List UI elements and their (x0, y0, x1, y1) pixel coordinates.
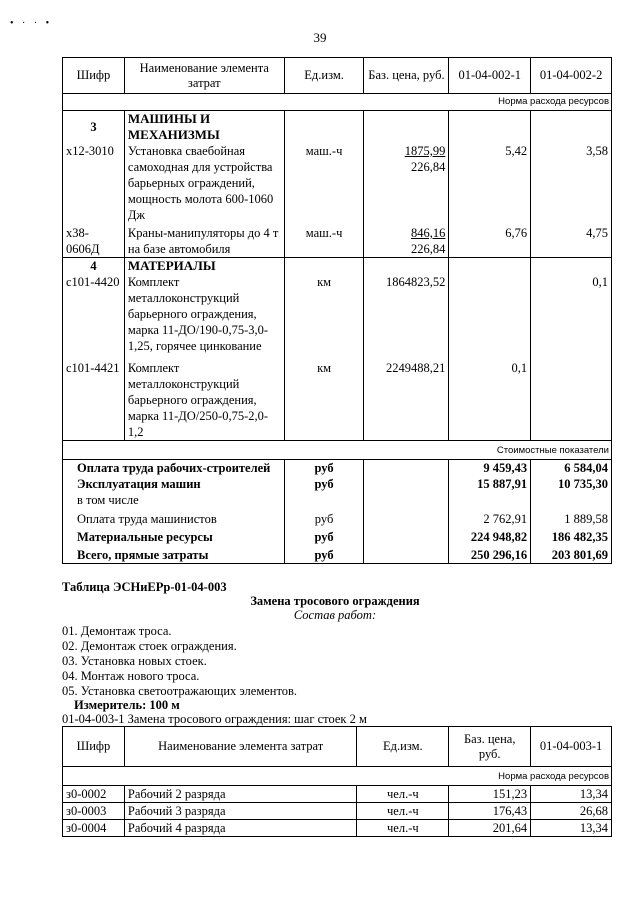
cost-value-2 (531, 492, 612, 508)
row-code: с101-4420 (63, 274, 125, 354)
row-price: 846,16 226,84 (364, 223, 449, 258)
header-col1: 01-04-002-1 (449, 58, 531, 94)
row-unit: маш.-ч (284, 143, 364, 223)
cost-unit: руб (284, 476, 364, 492)
row-value-1: 13,34 (531, 786, 612, 803)
row-price: 176,43 (449, 803, 531, 820)
table-row (63, 803, 612, 820)
row-unit: маш.-ч (284, 223, 364, 258)
row-code: з0-0003 (63, 803, 125, 820)
section-number: 4 (63, 258, 125, 275)
row-name: Комплект металлоконструкций барьерного ограждения, марка 11-ДО/190-0,75-3,0-1,25, горячее цинкование (124, 274, 284, 354)
row-name: Рабочий 3 разряда (124, 803, 357, 820)
table-header-row (63, 727, 612, 767)
header-unit: Ед.изм. (284, 58, 364, 94)
list-item: 05. Установка светоотражающих элементов. (62, 684, 298, 698)
header-code: Шифр (63, 58, 125, 94)
norm-row (63, 767, 612, 786)
cost-row (63, 508, 612, 527)
cost-row (63, 492, 612, 508)
table-row (63, 820, 612, 837)
header-col1: 01-04-003-1 (531, 727, 612, 767)
row-value-1: 13,34 (531, 820, 612, 837)
cost-value-2: 10 735,30 (531, 476, 612, 492)
row-code: з0-0002 (63, 786, 125, 803)
header-code: Шифр (63, 727, 125, 767)
header-price: Баз. цена, руб. (364, 58, 449, 94)
row-name: Рабочий 4 разряда (124, 820, 357, 837)
measure: Измеритель: 100 м (74, 698, 180, 712)
table-row (63, 274, 612, 354)
header-col2: 01-04-002-2 (531, 58, 612, 94)
row-value-2: 4,75 (531, 223, 612, 258)
section-number: 3 (63, 111, 125, 144)
cost-value-2: 1 889,58 (531, 508, 612, 527)
cost-name: Эксплуатация машин (63, 476, 285, 492)
table-header-row (63, 58, 612, 94)
page-number: 39 (313, 30, 327, 45)
row-name: Рабочий 2 разряда (124, 786, 357, 803)
cost-unit: руб (284, 460, 364, 477)
row-value-1: 0,1 (449, 354, 531, 441)
norm-row (63, 94, 612, 111)
table-row (63, 223, 612, 258)
row-value-2: 3,58 (531, 143, 612, 223)
row-value-1: 26,68 (531, 803, 612, 820)
row-price: 201,64 (449, 820, 531, 837)
cost-value-1: 250 296,16 (449, 545, 531, 564)
cost-value-1: 2 762,91 (449, 508, 531, 527)
table-row (63, 143, 612, 223)
cost-row (63, 527, 612, 545)
cost-name: в том числе (63, 492, 285, 508)
work-title: Состав работ: (293, 608, 377, 622)
row-unit: чел.-ч (357, 820, 449, 837)
page-marks: • · · • (10, 18, 53, 29)
norm-label: Норма расхода ресурсов (63, 767, 612, 786)
row-value-1: 6,76 (449, 223, 531, 258)
cost-value-1: 15 887,91 (449, 476, 531, 492)
row-code: х38-0606Д (63, 223, 125, 258)
row-value-1: 5,42 (449, 143, 531, 223)
row-value-2: 0,1 (531, 274, 612, 354)
cost-value-1: 9 459,43 (449, 460, 531, 477)
row-code: х12-3010 (63, 143, 125, 223)
resource-table-1 (62, 57, 612, 564)
row-unit: км (284, 354, 364, 441)
cost-value-1 (449, 492, 531, 508)
section-title: Замена тросового ограждения (250, 594, 420, 608)
row-price: 2249488,21 (364, 354, 449, 441)
section-title: МАШИНЫ И МЕХАНИЗМЫ (124, 111, 284, 144)
row-name: Установка сваебойная самоходная для устройства барьерных ограждений, мощность молота 600-1060 Дж (124, 143, 284, 223)
cost-row (63, 460, 612, 477)
table-row (63, 354, 612, 441)
header-price: Баз. цена, руб. (449, 727, 531, 767)
table-title: Таблица ЭСНиЕРр-01-04-003 (62, 580, 227, 594)
row-unit: чел.-ч (357, 786, 449, 803)
cost-unit (284, 492, 364, 508)
cost-name: Материальные ресурсы (63, 527, 285, 545)
row-code: с101-4421 (63, 354, 125, 441)
cost-name: Оплата труда рабочих-строителей (63, 460, 285, 477)
cost-value-2: 186 482,35 (531, 527, 612, 545)
norm-label: Норма расхода ресурсов (63, 94, 612, 111)
list-item: 02. Демонтаж стоек ограждения. (62, 639, 237, 653)
row-price: 151,23 (449, 786, 531, 803)
header-name: Наименование элемента затрат (124, 727, 357, 767)
row-code: з0-0004 (63, 820, 125, 837)
row-price: 1864823,52 (364, 274, 449, 354)
row-name: Краны-манипуляторы до 4 т на базе автомобиля (124, 223, 284, 258)
works-list (62, 624, 297, 699)
cost-value-1: 224 948,82 (449, 527, 531, 545)
cost-row (63, 545, 612, 564)
row-unit: чел.-ч (357, 803, 449, 820)
section-row-materials (63, 258, 612, 275)
section-title: МАТЕРИАЛЫ (124, 258, 284, 275)
cost-row (63, 476, 612, 492)
list-item: 01. Демонтаж троса. (62, 624, 172, 638)
resource-table-2 (62, 726, 612, 837)
section-row-machines (63, 111, 612, 144)
row-name: Комплект металлоконструкций барьерного ограждения, марка 11-ДО/250-0,75-2,0-1,2 (124, 354, 284, 441)
list-item: 03. Установка новых стоек. (62, 654, 207, 668)
list-item: 04. Монтаж нового троса. (62, 669, 200, 683)
cost-unit: руб (284, 508, 364, 527)
cost-label: Стоимостные показатели (63, 441, 612, 460)
header-unit: Ед.изм. (357, 727, 449, 767)
cost-value-2: 203 801,69 (531, 545, 612, 564)
row-value-2 (531, 354, 612, 441)
cost-unit: руб (284, 545, 364, 564)
header-name: Наименование элемента затрат (124, 58, 284, 94)
row-value-1 (449, 274, 531, 354)
table-row (63, 786, 612, 803)
cost-label-row (63, 441, 612, 460)
cost-name: Всего, прямые затраты (63, 545, 285, 564)
subtitle: 01-04-003-1 Замена тросового ограждения: шаг стоек 2 м (62, 712, 367, 726)
cost-unit: руб (284, 527, 364, 545)
cost-value-2: 6 584,04 (531, 460, 612, 477)
cost-name: Оплата труда машинистов (63, 508, 285, 527)
row-price: 1875,99 226,84 (364, 143, 449, 223)
row-unit: км (284, 274, 364, 354)
